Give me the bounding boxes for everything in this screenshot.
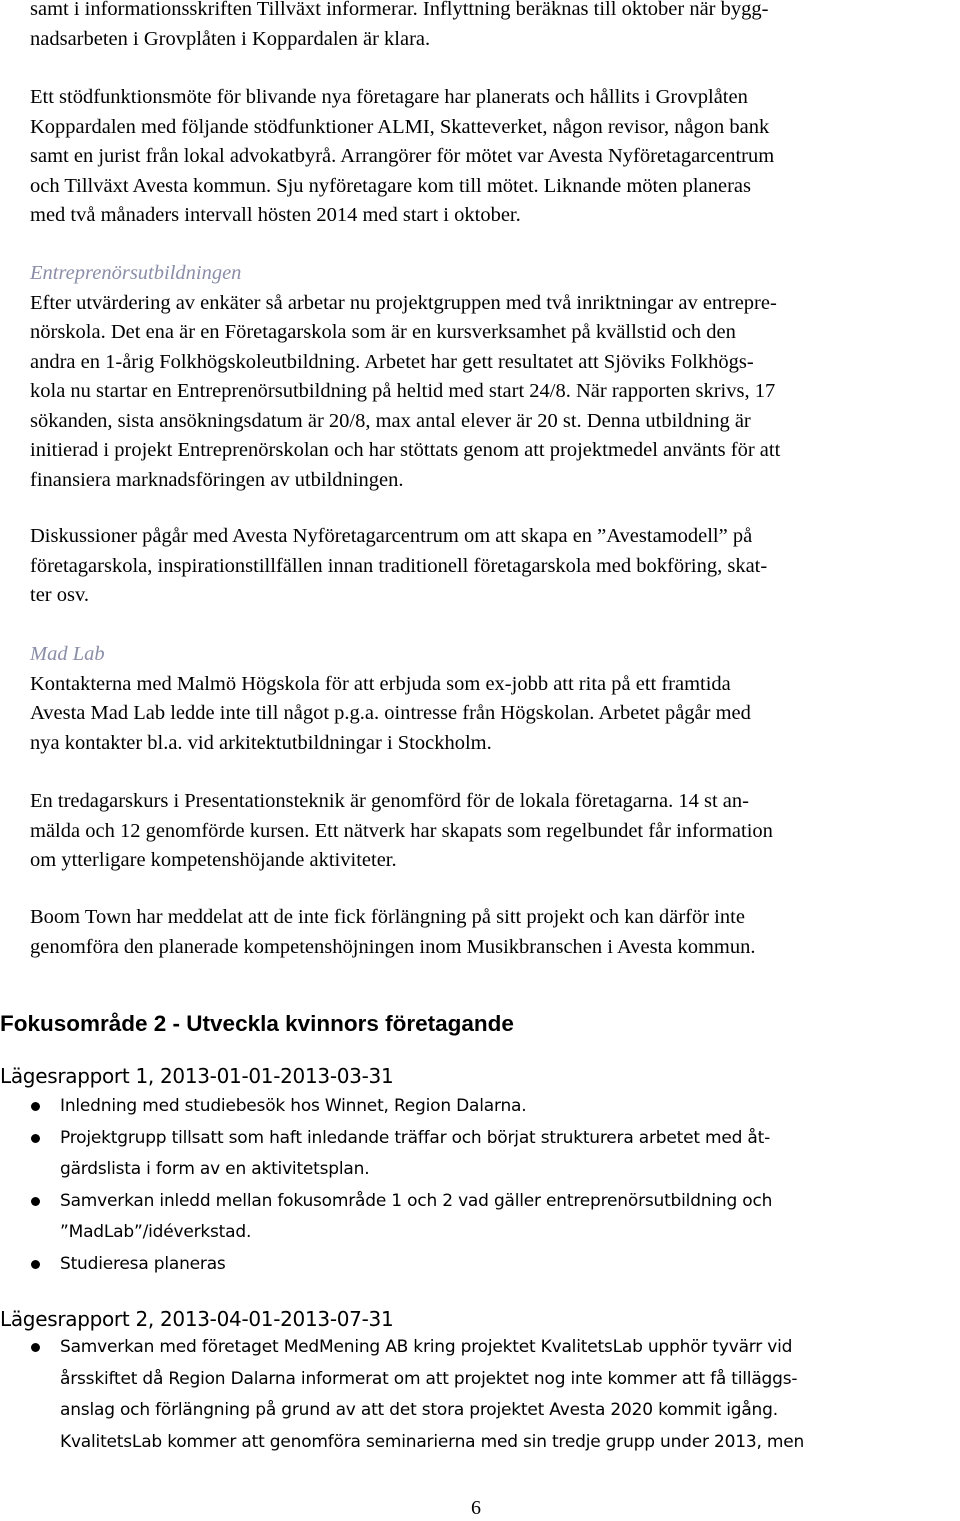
section-mad-lab [30, 640, 955, 758]
paragraph-boom-town [30, 903, 955, 962]
text-line: kola nu startar en Entreprenörsutbildning på heltid med start 24/8. När rapporten skrivs, 17 [30, 380, 776, 402]
text-line: mälda och 12 genomförde kursen. Ett nätverk har skapats som regelbundet får information [30, 819, 773, 842]
text-line: Samverkan inledd mellan fokusområde 1 och 2 vad gäller entreprenörsutbildning och [60, 1190, 773, 1211]
text-line: finansiera marknadsföringen av utbildningen. [30, 468, 404, 491]
report-1-heading: Lägesrapport 1, 2013-01-01-2013-03-31 [0, 1064, 394, 1088]
section-entreprenorsutbildningen [30, 259, 955, 495]
text-line: nörskola. Det ena är en Företagarskola som är en kursverksamhet på kvällstid och den [30, 321, 736, 343]
text-line: årsskiftet då Region Dalarna informerat om att projektet nog inte kommer att få tilläggs- [60, 1368, 798, 1389]
text-line: samt i informationsskriften Tillväxt informerar. Inflyttning beräknas till oktober när bygg- [30, 0, 769, 20]
bullet-icon [31, 1197, 40, 1206]
text-line: och Tillväxt Avesta kommun. Sju nyföretagare kom till mötet. Liknande möten planeras [30, 174, 751, 197]
text-line: genomföra den planerade kompetenshöjningen inom Musikbranschen i Avesta kommun. [30, 935, 756, 958]
text-line: samt en jurist från lokal advokatbyrå. Arrangörer för mötet var Avesta Nyföretagarcentrum [30, 145, 775, 167]
text-line: gärdslista i form av en aktivitetsplan. [60, 1159, 370, 1179]
text-line: Projektgrupp tillsatt som haft inledande träffar och börjat strukturera arbetet med åt- [60, 1127, 771, 1148]
list-item [30, 1123, 955, 1186]
text-line: Koppardalen med följande stödfunktioner ALMI, Skatteverket, någon revisor, någon bank [30, 115, 770, 138]
paragraph-workspace [30, 0, 955, 54]
section-heading-entre: Entreprenörsutbildningen [30, 262, 242, 284]
paragraph-discussions [30, 522, 955, 611]
text-line: En tredagarskurs i Presentationsteknik är genomförd för de lokala företagarna. 14 st an- [30, 790, 749, 812]
text-line: anslag och förlängning på grund av att det stora projektet Avesta 2020 kommit igång. [60, 1400, 778, 1420]
paragraph-support-meeting [30, 83, 955, 231]
bullet-icon [31, 1102, 40, 1111]
text-line: andra en 1-årig Folkhögskoleutbildning. Arbetet har gett resultatet att Sjöviks Folkhögs- [30, 350, 754, 373]
page-number: 6 [471, 1497, 481, 1519]
text-line: Boom Town har meddelat att de inte fick förlängning på sitt projekt och kan därför inte [30, 906, 745, 928]
text-line: Studieresa planeras [60, 1253, 226, 1274]
text-line: Inledning med studiebesök hos Winnet, Region Dalarna. [60, 1096, 527, 1116]
text-line: ”MadLab”/idéverkstad. [60, 1222, 252, 1242]
text-line: företagarskola, inspirationstillfällen innan traditionell företagarskola med bokföring, skat- [30, 554, 768, 577]
list-item [30, 1091, 955, 1123]
text-line: Efter utvärdering av enkäter så arbetar nu projektgruppen med två inriktningar av entrepre- [30, 291, 777, 314]
report-2-list [30, 1332, 955, 1458]
focus-area-heading: Fokusområde 2 - Utveckla kvinnors företagande [0, 1011, 514, 1036]
list-item [30, 1332, 955, 1458]
paragraph-course [30, 787, 955, 876]
text-line: ter osv. [30, 584, 90, 606]
text-line: nya kontakter bl.a. vid arkitektutbildningar i Stockholm. [30, 731, 492, 754]
text-line: nadsarbeten i Grovplåten i Koppardalen är klara. [30, 27, 431, 50]
report-1-list [30, 1091, 955, 1280]
bullet-icon [31, 1343, 40, 1352]
bullet-icon [31, 1134, 40, 1143]
text-line: Samverkan med företaget MedMening AB kring projektet KvalitetsLab upphör tyvärr vid [60, 1337, 793, 1357]
bullet-icon [31, 1260, 40, 1269]
text-line: Avesta Mad Lab ledde inte till något p.g.a. ointresse från Högskolan. Arbetet pågår med [30, 702, 751, 724]
text-line: KvalitetsLab kommer att genomföra seminarierna med sin tredje grupp under 2013, men [60, 1431, 805, 1452]
section-heading-madlab: Mad Lab [30, 643, 105, 665]
list-item [30, 1249, 955, 1281]
list-item [30, 1186, 955, 1249]
text-line: Kontakterna med Malmö Högskola för att erbjuda som ex-jobb att rita på ett framtida [30, 672, 731, 695]
text-line: Diskussioner pågår med Avesta Nyföretagarcentrum om att skapa en ”Avestamodell” på [30, 525, 753, 547]
text-line: initierad i projekt Entreprenörskolan och har stöttats genom att projektmedel använts för att [30, 439, 781, 461]
report-2-heading: Lägesrapport 2, 2013-04-01-2013-07-31 [0, 1307, 394, 1331]
text-line: sökanden, sista ansökningsdatum är 20/8, max antal elever är 20 st. Denna utbildning är [30, 409, 751, 432]
text-line: om ytterligare kompetenshöjande aktiviteter. [30, 849, 397, 871]
text-line: Ett stödfunktionsmöte för blivande nya företagare har planerats och hållits i Grovplåten [30, 86, 748, 108]
text-line: med två månaders intervall hösten 2014 med start i oktober. [30, 204, 521, 226]
